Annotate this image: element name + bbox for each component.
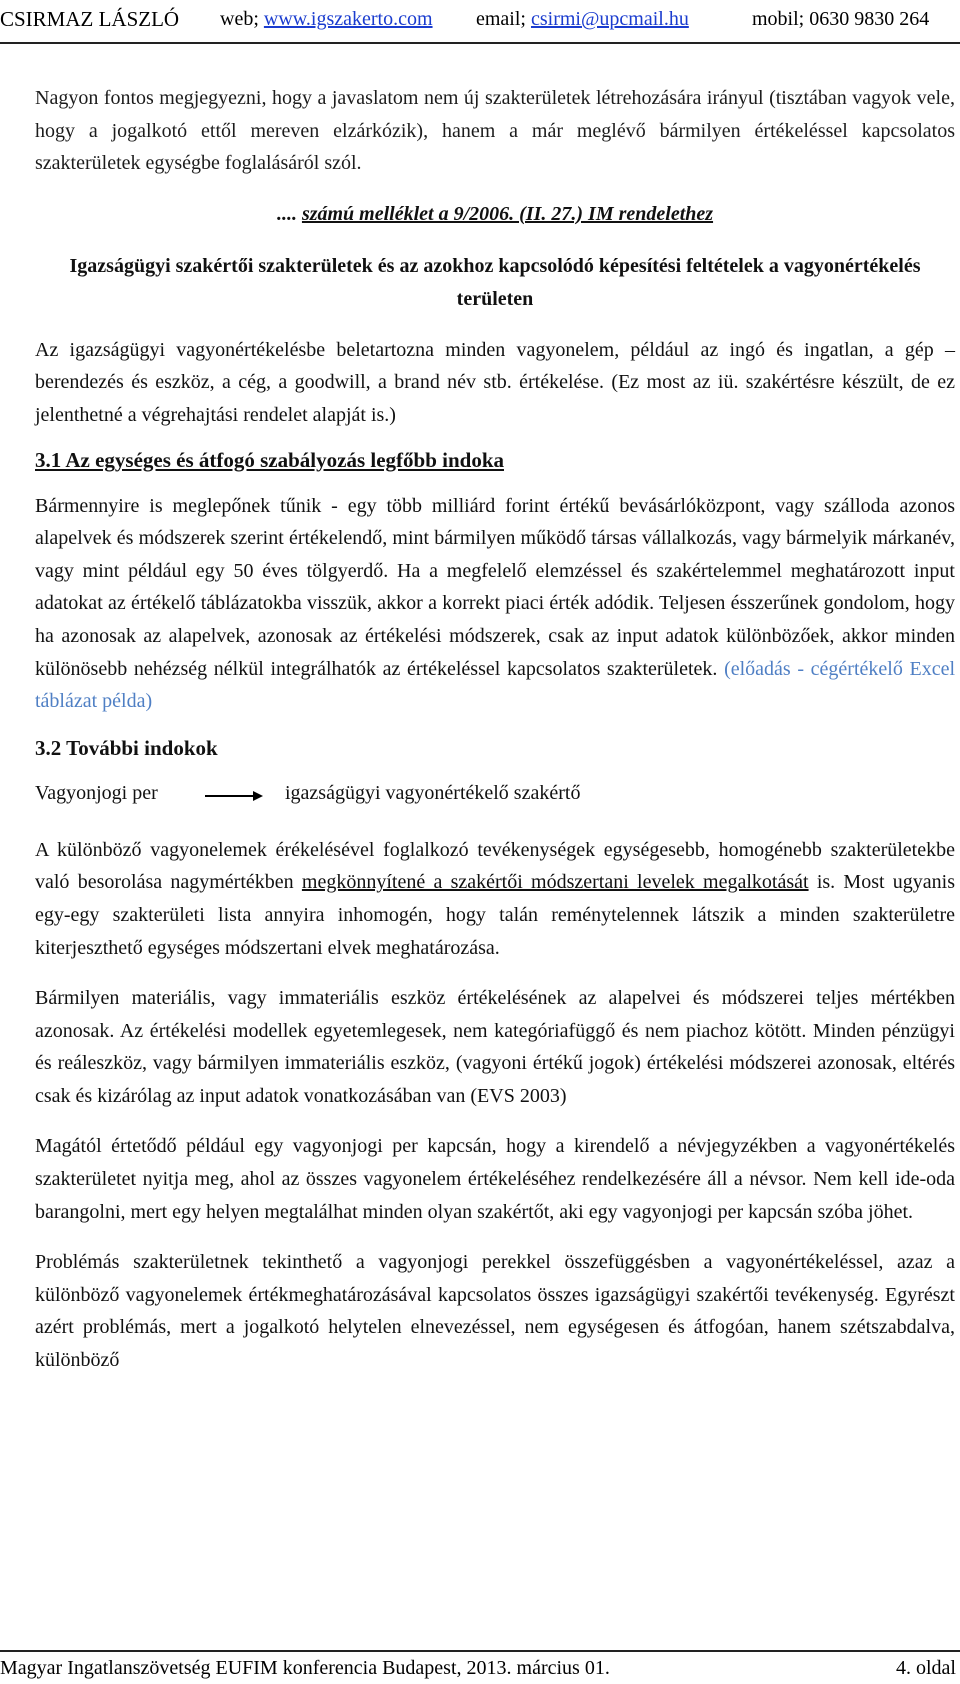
email-link[interactable]: csirmi@upcmail.hu (530, 8, 689, 30)
author-name: CSIRMAZ LÁSZLÓ (0, 7, 180, 31)
section-3-2-para-2: Bármilyen materiális, vagy immateriális eszköz értékelésének az alapelvei és módszerei teljes mértékben azonosak. Az értékelési modellek egyetemlegesek, nem kategóriafüggő és nem piachoz kötött. Minden pénzügyi és reáleszköz, vagy bármilyen immateriális eszköz, (vagyoni értékű jogok) értékelési módszerei azonosak, eltérés csak és kizárólag az input adatok vonatkozásában van (EVS 2003) (35, 987, 955, 1107)
section-3-2-title: 3.2 További indokok (35, 735, 218, 760)
section-heading: Igazságügyi szakértői szakterületek és az azokhoz kapcsolódó képesítési feltételek a vagyonértékelés területen (69, 254, 921, 310)
presentation-link[interactable]: (előadás - cégértékelő Excel táblázat példa) (35, 657, 956, 713)
mobile-number: mobil; 0630 9830 264 (752, 8, 930, 30)
footer-conference: Magyar Ingatlanszövetség EUFIM konferencia Budapest, 2013. március 01. (0, 1657, 610, 1679)
document-body (35, 82, 955, 1377)
para-1-underlined: megkönnyítené a szakértői módszertani levelek megalkotását (301, 871, 809, 894)
section-3-2-para-4: Problémás szakterületnek tekinthető a vagyonjogi perekkel összefüggésben a vagyonértékeléssel, azaz a különböző vagyonelemek értékmeghatározásával kapcsolatos összes igazságügyi szakértői tevékenység. Egyrészt azért problémás, mert a jogalkotó helytelen elnevezéssel, nem egységesen és átfogóan, hanem szétszabdalva, különböző (35, 1251, 955, 1372)
section-3-2-para-1 (35, 834, 955, 964)
section-3-2-para-3: Magától értetődő például egy vagyonjogi per kapcsán, hogy a kirendelő a névjegyzékben a vagyonértékelés szakterületet nyitja meg, ahol az összes vagyonelem értékeléséhez rendelkezésére áll a névsor. Nem kell ide-oda barangolni, mert egy helyen megtalálhat minden olyan szakértőt, aki egy vagyonjogi per kapcsán szóba jöhet. (35, 1135, 955, 1223)
section-3-1-body (35, 490, 955, 718)
annex-title (35, 198, 955, 230)
annex-title-text: számú melléklet a 9/2006. (II. 27.) IM rendelethez (301, 202, 714, 225)
scope-paragraph: Az igazságügyi vagyonértékelésbe beletartozna minden vagyonelem, például az ingó és ingatlan, a gép – berendezés és eszköz, a cég, a goodwill, a brand név stb. értékelése. (Ez most az iü. szakértésre készült, de ez jelenthetné a végrehajtási rendelet alapját is.) (35, 338, 955, 426)
email-label: email; (476, 8, 526, 30)
page-header (0, 0, 960, 44)
arrow-right-icon (205, 789, 265, 803)
page-number: 4. oldal (896, 1657, 956, 1679)
web-label: web; (220, 8, 259, 30)
page-footer (0, 1650, 960, 1684)
flow-from: Vagyonjogi per (35, 781, 158, 804)
website-link[interactable]: www.igszakerto.com (263, 8, 433, 30)
header-web (220, 4, 433, 34)
intro-paragraph: Nagyon fontos megjegyezni, hogy a javaslatom nem új szakterületek létrehozására irányul (tisztában vagyok vele, hogy a jogalkotó ettől mereven elzárkózik), hanem a már meglévő bármilyen értékeléssel kapcsolatos szakterületek egységbe foglalásáról szól. (35, 87, 955, 175)
header-email (476, 4, 689, 34)
section-3-1-text: Bármennyire is meglepőnek tűnik - egy több milliárd forint értékű bevásárlóközpont, vagy szálloda azonos alapelvek és módszerek szerint értékelendő, mint bármilyen működő társas vállalkozás, vagy bármelyik márkanév, vagy mint például egy 50 éves tölgyerdő. Ha a megfelelő elemzéssel és szakértelemmel meghatározott input adatokat az értékelő táblázatokba visszük, akkor a korrekt piaci érték adódik. Teljesen ésszerűnek gondolom, hogy ha azonosak az alapelvek, azonosak az értékelési módszerek, csak az input adatok különbözőek, akkor minden különösebb nehézség nélkül integrálhatók az értékeléssel kapcsolatos szakterületek. (35, 494, 955, 680)
annex-prefix: .... (276, 202, 297, 225)
para-1-after: is. Most ugyanis egy-egy szakterületi lista annyira inhomogén, hogy talán reménytelennek látszik a minden szakterületre kiterjeszthető egységes módszertani elvek meghatározása. (35, 871, 956, 959)
flow-to: igazságügyi vagyonértékelő szakértő (285, 781, 581, 804)
para-1-before: A különböző vagyonelemek érékelésével foglalkozó tevékenységek egységesebb, homogénebb szakterületekbe való besorolása nagymértékben (35, 838, 955, 894)
flow-row (35, 776, 955, 810)
section-3-1-title: 3.1 Az egységes és átfogó szabályozás legfőbb indoka (35, 447, 504, 472)
